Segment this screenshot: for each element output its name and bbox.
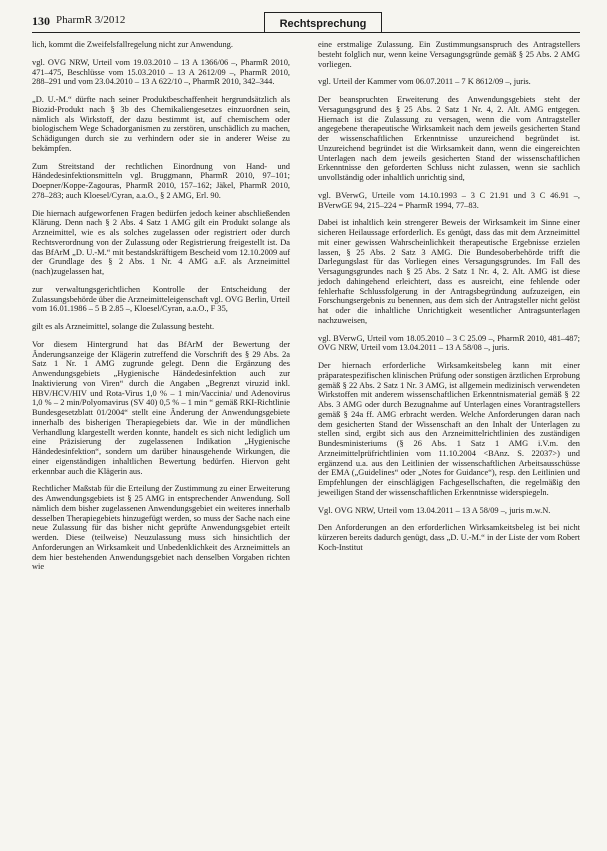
citation: vgl. BVerwG, Urteil vom 18.05.2010 – 3 C 25.09 –, PharmR 2010, 481–487; OVG NRW, Urteil vom 13.04.2011 – 13 A 58/08 –, juris. (318, 333, 580, 353)
citation: vgl. Urteil der Kammer vom 06.07.2011 – 7 K 8612/09 –, juris. (318, 77, 531, 87)
right-column (318, 40, 580, 561)
paragraph: Der hiernach erforderliche Wirksamkeitsbeleg kann mit einer präparatespezifischen klinischen Prüfung oder sonstigen ärztlichen Erprobung gemäß § 22 Abs. 2 Satz 1 Nr. 3 AMG, ist allgemein medizinisch verwendeten Wirkstoffen mit anderem wissenschaftlichen Erkenntnismaterial gemäß § 22 Abs. 3 AMG oder durch Bezugnahme auf Unterlagen eines Vorantragstellers gemäß § 24a ff. AMG erbracht werden. Welche Anforderungen daran nach dem gesicherten Stand der Wissenschaft an den Inhalt der Unterlagen zu stellen sind, ergibt sich aus den Arzneimittelrichtlinien des zuständigen Bundesministeriums (§ 26 Abs. 1 Satz 1 AMG i.V.m. den Arzneimittelprüfrichtlinien vom 11.10.2004 <BAnz. S. 22037>) und ergänzend u.a. aus den Leitlinien der wissenschaftlichen Arbeitsausschüsse der EMA („Guidelines“ oder „Notes for Guidance“), resp. den Leitlinien und Empfehlungen der einschlägigen Fachgesellschaften, die regelmäßig den jeweiligen Stand der wissenschaftlichen Erkenntnisse widerspiegeln. (318, 361, 580, 497)
citation: zur verwaltungsgerichtlichen Kontrolle der Entscheidung der Zulassungsbehörde über die Arzneimitteleigenschaft vgl. OVG Berlin, Urteil vom 16.01.1986 – 5 B 2.85 –, Kloesel/Cyran, a.a.O., F 35, (32, 284, 290, 314)
paragraph: „D. U.-M.“ dürfte nach seiner Produktbeschaffenheit hergrundsätzlich als Biozid-Produkt nach § 3b des Chemikaliengesetzes einzuordnen sein, nämlich als Wirkstoff, der dazu bestimmt ist, auf chemischem oder biologischem Wege Schadorganismen zu zerstören, unschädlich zu machen, Schädigungen durch sie zu verhindern oder sie in anderer Weise zu bekämpfen. (32, 95, 290, 153)
page-number: 130 (32, 14, 50, 28)
paragraph: eine erstmalige Zulassung. Ein Zustimmungsanspruch des Antragstellers besteht folglich nur, wenn keine Versagungsgründe gemäß § 25 Abs. 2 AMG vorliegen. (318, 40, 580, 69)
header-rule (32, 32, 580, 33)
paragraph: gilt es als Arzneimittel, solange die Zulassung besteht. (32, 322, 215, 331)
journal-citation: PharmR 3/2012 (56, 14, 126, 26)
section-rubric: Rechtsprechung (264, 12, 382, 33)
left-column (32, 40, 290, 580)
citation: vgl. OVG NRW, Urteil vom 19.03.2010 – 13 A 1366/06 –, PharmR 2010, 471–475, Beschlüsse vom 15.03.2010 – 13 A 2612/09 –, PharmR 2010, 288–291 und vom 23.04.2010 – 13 A 622/10 –, PharmR 2010, 342–344. (32, 57, 290, 87)
paragraph: lich, kommt die Zweifelsfallregelung nicht zur Anwendung. (32, 40, 233, 49)
citation: Vgl. OVG NRW, Urteil vom 13.04.2011 – 13 A 58/09 –, juris m.w.N. (318, 505, 551, 515)
paragraph: Den Anforderungen an den erforderlichen Wirksamkeitsbeleg ist bei nicht kürzeren bereits dadurch genügt, dass „D. U.-M.“ in der Liste der vom Robert Koch-Institut (318, 523, 580, 552)
paragraph: Die hiernach aufgeworfenen Fragen bedürfen jedoch keiner abschließenden Klärung. Denn nach § 2 Abs. 4 Satz 1 AMG gilt ein Produkt solange als Arzneimittel, wie es als solches zugelassen oder registriert oder durch Rechtsverordnung von der Zulassung oder Registrierung freigestellt ist. Da das BfArM „D. U.-M.“ mit bestandskräftigem Bescheid vom 12.10.2009 auf der Grundlage des § 2 Abs. 1 Nr. 4 AMG a.F. als Arzneimittel (nach)zugelassen hat, (32, 208, 290, 276)
citation: vgl. BVerwG, Urteile vom 14.10.1993 – 3 C 21.91 und 3 C 46.91 –, BVerwGE 94, 215–224 = PharmR 1994, 77–83. (318, 190, 580, 210)
paragraph: Der beanspruchten Erweiterung des Anwendungsgebiets steht der Versagungsgrund des § 25 Abs. 2 Satz 1 Nr. 4, 2. Alt. AMG entgegen. Hiernach ist die Zulassung zu versagen, wenn die vom Antragsteller angegebene therapeutische Wirksamkeit nach dem jeweils gesicherten Stand der wissenschaftlichen Erkenntnisse unzureichend begründet ist. Unzureichend begründet ist die Wirksamkeit dann, wenn die eingereichten Unterlagen nach dem jeweils gesicherten Stand der wissenschaftlichen Erkenntnisse den geforderten Schluss nicht zulassen, wenn sie sachlich unvollständig oder inhaltlich unrichtig sind, (318, 95, 580, 182)
paragraph: Rechtlicher Maßstab für die Erteilung der Zustimmung zu einer Erweiterung des Anwendungsgebiets ist § 25 AMG in entsprechender Anwendung. Soll nämlich dem bisher zugelassenen Anwendungsgebiet ein weiteres innerhalb desselben Therapiegebiets hinzugefügt werden, so muss der Sache nach eine neue Zulassung für das bisher nicht geprüfte Anwendungsgebiet erteilt werden. Diese (teilweise) Neuzulassung muss sich hinsichtlich der Anforderungen an Wirksamkeit und Unbedenklichkeit des Arzneimittels an dem hier bestehenden Anwendungsgebiet nach denselben Vorgaben richten wie (32, 484, 290, 572)
paragraph: Dabei ist inhaltlich kein strengerer Beweis der Wirksamkeit im Sinne einer sicheren Heilaussage erforderlich. Es genügt, dass das mit dem Arzneimittel mit einer gewissen Wahrscheinlichkeit therapeutische Ergebnisse erzielen lassen, § 25 Abs. 2 Satz 3 AMG. Die Bundesoberbehörde trifft die Darlegungslast für das Vorliegen eines Versagungsgrundes. Im Fall des Versagungsgrundes nach § 25 Abs. 2 Satz 1 Nr. 4, 2. Alt. AMG ist diese jedoch dahingehend erleichtert, dass es ausreicht, eine fehlende oder fehlerhafte Schlussfolgerung in der Antragsbegründung aufzuzeigen, ein Forschungsergebnis zu benennen, aus dem sich der Antragsteller nicht gelöst hat oder die inhaltliche Unrichtigkeit wesentlicher Antragsunterlagen nachzuweisen, (318, 218, 580, 325)
paragraph: Vor diesem Hintergrund hat das BfArM der Bewertung der Änderungsanzeige der Klägerin zutreffend die Vorschrift des § 29 Abs. 2a Satz 1 Nr. 1 AMG zugrunde gelegt. Denn die Ergänzung des Anwendungsgebiets „Hygienische Händedesinfektion auch zur Inaktivierung von Viren“ durch die Angaben „Begrenzt viruzid inkl. HBV/HCV/HIV und Rota-Virus 1,0 % – 1 min/Vaccinia/ und Adenovirus 1,0 % – 2 min/Polyomavirus (SV 40) 0,5 % – 1 min “ gemäß RKI-Richtlinie Bundesgesetzblatt 01/2004“ stellt eine Änderung der Anwendungsgebiete innerhalb des bisherigen Therapiegebiets dar. Wie in der mündlichen Verhandlung klargestellt werden konnte, handelt es sich nicht lediglich um eine Präzisierung der zugelassenen Indikation „Hygienische Händedesinfektion“, sondern um darüber hinausgehende Wirkungen, die einer eigenständigen inhaltlichen Bewertung bedürfen. Hiervon geht erkennbar auch die Klägerin aus. (32, 339, 290, 476)
page-header (32, 10, 580, 40)
citation: Zum Streitstand der rechtlichen Einordnung von Hand- und Händedesinfektionsmitteln vgl. Bruggmann, PharmR 2010, 97–101; Doepner/Koppe-Zagouras, PharmR 2010, 157–162; Jäkel, PharmR 2010, 278–283; auch Kloesel/Cyran, a.a.O., § 2 AMG, Erl. 90. (32, 161, 290, 200)
